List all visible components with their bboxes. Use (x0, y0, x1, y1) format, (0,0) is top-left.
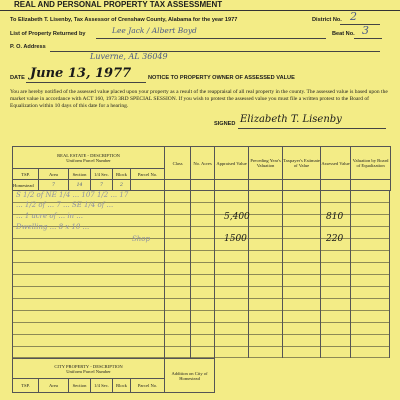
handwritten-line-2: ... 1/2 of ... 7 ... SE 1/4 of ... (16, 201, 114, 209)
real-estate-subheader: Uniform Parcel Number (66, 157, 111, 163)
date-label: DATE (10, 75, 25, 81)
city-subheader: Uniform Parcel Number (66, 368, 111, 374)
col-acres: No. Acres (191, 147, 215, 180)
homestead-acres (191, 180, 215, 191)
appraised-value-2: 1500 (224, 234, 247, 244)
homestead-class (165, 180, 191, 191)
handwritten-line-3: ... 1 acre of ... in ... (16, 212, 83, 220)
notice-heading: NOTICE TO PROPERTY OWNER OF ASSESSED VALUE (148, 75, 295, 81)
column-rule (350, 190, 351, 358)
col-board-valuation: Valuation by Board of Equalization (351, 147, 391, 180)
homestead-quarter: 7 (91, 180, 113, 191)
homestead-block: 2 (113, 180, 131, 191)
column-rule (282, 190, 283, 358)
homestead-board (351, 180, 391, 191)
column-rule (164, 190, 165, 358)
col-addition: Addition on City of Homestead (165, 359, 215, 393)
handwritten-line-4: Dwelling ... 8 x 10 ... (16, 223, 90, 231)
beat-label: Beat No. (332, 31, 355, 37)
column-rule (12, 190, 13, 358)
column-rule (320, 190, 321, 358)
date-value: June 13, 1977 (30, 66, 132, 81)
col-preceding: Preceding Year's Valuation (249, 147, 283, 180)
row-line (12, 262, 390, 263)
signed-label: SIGNED (214, 121, 236, 127)
column-rule (190, 190, 191, 358)
real-estate-rows (12, 190, 390, 358)
col-block: Block (113, 169, 131, 180)
beat-value: 3 (362, 24, 369, 37)
row-line (12, 274, 390, 275)
assessed-value-1: 810 (326, 212, 344, 222)
col-assessed: Assessed Value (321, 147, 351, 180)
col-tsp: TSP. (13, 169, 39, 180)
col-parcel: Parcel No. (131, 169, 165, 180)
district-label: District No. (312, 17, 342, 23)
po-address-label: P. O. Address (10, 44, 46, 50)
row-line (12, 334, 390, 335)
column-rule (214, 190, 215, 358)
appraised-value-1: 5,400 (224, 212, 250, 222)
row-line (12, 286, 390, 287)
row-line (12, 298, 390, 299)
form-title: REAL AND PERSONAL PROPERTY TAX ASSESSMENT (14, 0, 223, 9)
row-line (12, 346, 390, 347)
city-col-tsp: TSP. (13, 379, 39, 393)
returned-by-label: List of Property Returned by (10, 31, 86, 37)
city-col-parcel: Parcel No. (131, 379, 165, 393)
assessor-line: To Elizabeth T. Lisenby, Tax Assessor of Crenshaw County, Alabama for the year 1977 (10, 17, 238, 23)
homestead-preceding (249, 180, 283, 191)
homestead-section: 14 (69, 180, 91, 191)
col-appraised: Appraised Value (215, 147, 249, 180)
district-value: 2 (350, 10, 357, 23)
row-line (12, 322, 390, 323)
signed-underline (238, 128, 386, 129)
homestead-estimate (283, 180, 321, 191)
col-taxpayer-estimate: Taxpayer's Estimate of Value (283, 147, 321, 180)
po-address-value: Luverne, AL 36049 (90, 52, 168, 61)
returned-by-underline (96, 38, 326, 39)
city-col-quarter-sec: 1/4 Sec. (91, 379, 113, 393)
city-col-area: Area (39, 379, 69, 393)
district-underline (340, 24, 380, 25)
real-estate-header: REAL ESTATE - DESCRIPTION (57, 152, 120, 158)
city-empty (215, 359, 391, 393)
beat-underline (354, 38, 382, 39)
city-header: CITY PROPERTY - DESCRIPTION (54, 363, 123, 369)
real-estate-header-cell (13, 147, 165, 169)
handwritten-line-5: Shop (132, 235, 150, 243)
returned-by-value: Lee Jack / Albert Boyd (112, 26, 197, 35)
col-section: Section (69, 169, 91, 180)
notice-body: You are hereby notified of the assessed value placed upon your property as a result of the reappraisal of all real property in the county. The assessed value is based upon the market value in accordance with ACT 160, 1973 3RD SPECIAL SESSION. If you wish to protest the assessed value you must file a written protest to the Board of Equalization within 10 days of this date for a hearing. (10, 89, 388, 109)
column-rule (389, 190, 390, 358)
row-line (12, 310, 390, 311)
col-quarter-sec: 1/4 Sec. (91, 169, 113, 180)
city-col-block: Block (113, 379, 131, 393)
homestead-area: 7 (39, 180, 69, 191)
title-rule (0, 10, 400, 11)
col-area: Area (39, 169, 69, 180)
homestead-assessed (321, 180, 351, 191)
homestead-appraised (215, 180, 249, 191)
city-col-section: Section (69, 379, 91, 393)
real-estate-header-table (12, 146, 391, 191)
handwritten-line-1: S 1/2 of NE 1/4 ... 107 1/2 ... 17 (16, 191, 129, 199)
city-property-table (12, 358, 391, 393)
row-line (12, 250, 390, 251)
assessed-value-2: 220 (326, 234, 344, 244)
date-underline (26, 82, 146, 83)
signature: Elizabeth T. Lisenby (240, 114, 342, 125)
col-class: Class (165, 147, 191, 180)
homestead-parcel (131, 180, 165, 191)
city-header-cell (13, 359, 165, 379)
homestead-label: Homestead (13, 180, 39, 191)
